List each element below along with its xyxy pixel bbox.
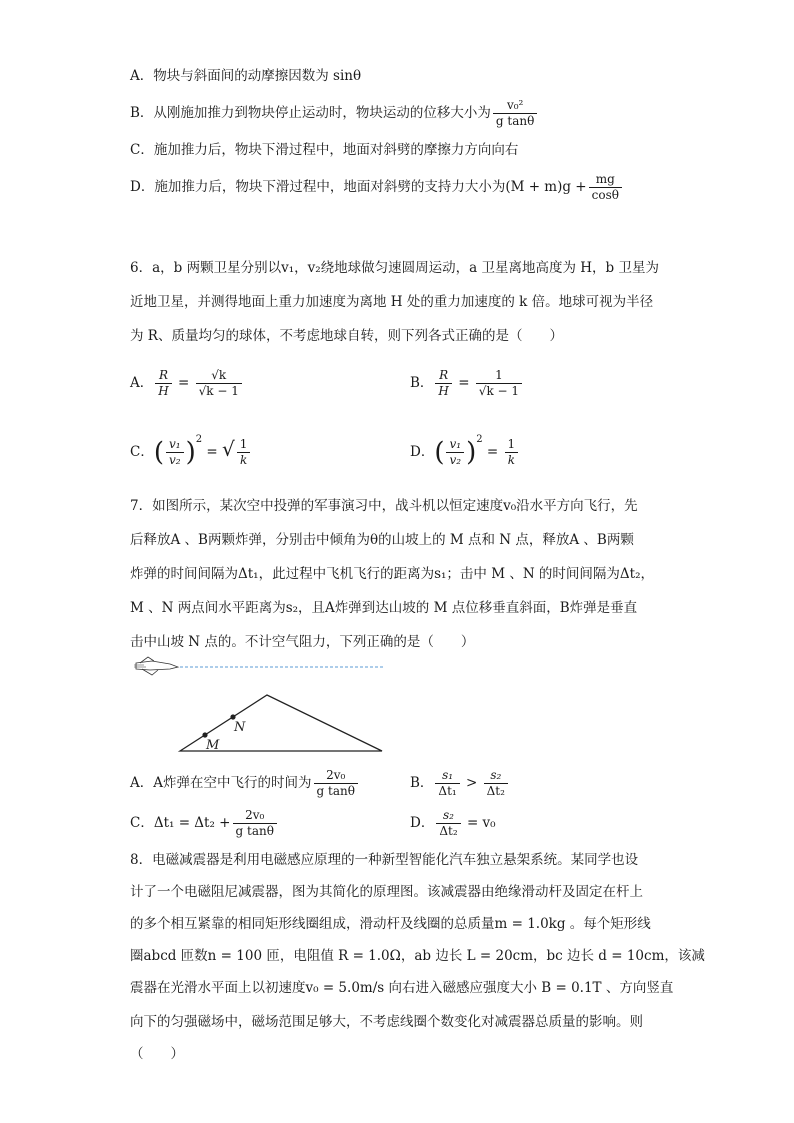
right-paren: ): [466, 437, 477, 468]
q7-option-c-fraction: [233, 808, 277, 839]
fraction-numerator: s₂: [484, 768, 508, 784]
equals-sign: =: [458, 375, 470, 391]
q6-option-b: [410, 368, 524, 399]
q7-figure: [130, 655, 390, 755]
sqrtk-fraction: [196, 368, 242, 399]
q6-option-d: [410, 430, 520, 468]
q8-stem-line-2: 计了一个电磁阻尼减震器，图为其简化的原理图。该减震器由绝缘滑动杆及固定在杆上: [130, 884, 643, 900]
q6-option-c: [130, 430, 252, 468]
fraction-denominator: Δt₂: [439, 824, 458, 838]
equals-sign: =: [178, 375, 190, 391]
q5-option-c: C．施加推力后，物块下滑过程中，地面对斜劈的摩擦力方向向右: [130, 142, 519, 158]
fraction-denominator: √k − 1: [198, 384, 239, 398]
fraction-denominator: H: [438, 384, 449, 398]
q5-option-b-text: B．从刚施加推力到物块停止运动时，物块运动的位移大小为: [130, 105, 491, 121]
one-over-k-fraction: [237, 437, 251, 468]
fraction-denominator: g tanθ: [235, 824, 274, 838]
v1-over-v2-fraction: [446, 437, 464, 468]
point-N: [230, 714, 235, 719]
s2-over-dt2-fraction: [484, 768, 508, 799]
q6-stem-line-1: 6．a，b 两颗卫星分别以v₁，v₂绕地球做匀速圆周运动，a 卫星离地高度为 H，b 卫星为: [130, 260, 659, 276]
q7-option-c: [130, 808, 279, 839]
fraction-numerator: v₁: [446, 437, 464, 453]
q6-stem-line-2: 近地卫星，并测得地面上重力加速度为离地 H 处的重力加速度的 k 倍。地球可视为半径: [130, 294, 654, 310]
one-over-k-fraction: [505, 437, 519, 468]
fraction-numerator: s₁: [435, 768, 459, 784]
q8-stem-line-5: 震器在光滑水平面上以初速度v₀ = 5.0m/s 向右进入磁感应强度大小 B = 0.1T 、方向竖直: [130, 980, 674, 996]
greater-than-sign: >: [466, 775, 478, 791]
q5-option-a: A．物块与斜面间的动摩擦因数为 sinθ: [130, 68, 362, 84]
fraction-denominator: g tanθ: [316, 784, 355, 798]
option-label: D．: [410, 815, 435, 831]
label-M: M: [206, 738, 220, 753]
equals-sign: =: [206, 444, 218, 460]
equals-v0: = v₀: [466, 815, 496, 831]
q7-stem-line-3: 炸弹的时间间隔为Δt₁，此过程中飞机飞行的距离为s₁；击中 M 、N 的时间间隔为Δt₂，: [130, 566, 655, 582]
fraction-denominator: cosθ: [591, 188, 619, 202]
R-over-H-fraction: [435, 368, 451, 399]
fraction-numerator: R: [155, 368, 171, 384]
fraction-denominator: √k − 1: [478, 384, 520, 398]
fraction-denominator: v₂: [449, 453, 462, 467]
q5-option-d: [130, 172, 624, 203]
q8-stem-line-6: 向下的匀强磁场中，磁场范围足够大，不考虑线圈个数变化对减震器总质量的影响。则: [130, 1014, 643, 1030]
q7-option-b: [410, 768, 510, 799]
option-label: B．: [410, 775, 434, 791]
point-M: [202, 732, 207, 737]
fraction-denominator: v₂: [169, 453, 181, 467]
q8-stem-line-3: 的多个相互紧靠的相同矩形线圈组成，滑动杆及线圈的总质量m = 1.0kg 。每个矩形线: [130, 916, 651, 932]
fraction-denominator: k: [239, 453, 248, 467]
exponent: 2: [476, 434, 483, 445]
equals-sign: =: [486, 444, 499, 460]
fraction-denominator: Δt₁: [438, 784, 457, 798]
q7-option-a-fraction: [314, 768, 358, 799]
fraction-numerator: R: [435, 368, 451, 384]
option-label: D．: [410, 444, 435, 460]
option-label: C．: [130, 444, 154, 460]
label-N: N: [234, 720, 246, 735]
q7-option-d: [410, 808, 496, 839]
q8-stem-line-7: （ ）: [130, 1046, 184, 1062]
q7-option-c-text: C．Δt₁ = Δt₂ +: [130, 815, 231, 831]
q5-option-b: [130, 98, 539, 129]
fighter-jet-icon: [134, 657, 178, 675]
q6-stem-line-3: 为 R、质量均匀的球体，不考虑地球自转，则下列各式正确的是（ ）: [130, 328, 563, 344]
option-label: B．: [410, 375, 434, 391]
fraction-denominator: H: [158, 384, 169, 398]
v1-over-v2-fraction: [166, 437, 184, 468]
s1-over-dt1-fraction: [435, 768, 459, 799]
R-over-H-fraction: [155, 368, 171, 399]
sqrt-symbol: √: [222, 437, 235, 461]
fraction-numerator: 1: [505, 437, 519, 453]
fraction-numerator: 1: [476, 368, 522, 384]
q5-option-b-fraction: [493, 98, 537, 129]
q7-stem-line-1: 7．如图所示，某次空中投弹的军事演习中，战斗机以恒定速度v₀沿水平方向飞行，先: [130, 498, 638, 514]
fraction-numerator: v₁: [166, 437, 184, 453]
left-paren: (: [434, 437, 445, 468]
fraction-numerator: mg: [589, 172, 622, 188]
left-paren: (: [153, 437, 164, 468]
right-paren: ): [185, 437, 196, 468]
fraction-numerator: 2v₀: [233, 808, 277, 824]
q8-stem-line-4: 圈abcd 匝数n = 100 匝，电阻值 R = 1.0Ω，ab 边长 L = 20cm，bc 边长 d = 10cm，该减: [130, 948, 705, 964]
one-over-sqrtk1-fraction: [476, 368, 522, 399]
fraction-numerator: 1: [237, 437, 251, 453]
s2-over-dt2-fraction: [436, 808, 460, 839]
q7-stem-line-5: 击中山坡 N 点的。不计空气阻力，下列正确的是（ ）: [130, 634, 475, 650]
fraction-numerator: √k: [196, 368, 242, 384]
q8-stem-line-1: 8．电磁减震器是利用电磁感应原理的一种新型智能化汽车独立悬架系统。某同学也设: [130, 852, 639, 868]
fraction-numerator: 2v₀: [314, 768, 358, 784]
exponent: 2: [195, 434, 203, 445]
q7-option-a: [130, 768, 360, 799]
q6-option-a: [130, 368, 244, 399]
q5-option-d-fraction: [589, 172, 622, 203]
fraction-denominator: Δt₂: [486, 784, 505, 798]
fraction-denominator: g tanθ: [495, 114, 535, 128]
q7-stem-line-2: 后释放A 、B两颗炸弹，分别击中倾角为θ的山坡上的 M 点和 N 点，释放A 、B两颗: [130, 532, 634, 548]
q7-stem-line-4: M 、N 两点间水平距离为s₂，且A炸弹到达山坡的 M 点位移垂直斜面，B炸弹是垂直: [130, 600, 638, 616]
q5-option-d-text: D．施加推力后，物块下滑过程中，地面对斜劈的支持力大小为(M + m)g +: [130, 179, 587, 195]
fraction-numerator: v₀²: [493, 98, 537, 114]
q7-option-a-text: A．A炸弹在空中飞行的时间为: [130, 775, 312, 791]
option-label: A．: [130, 375, 154, 391]
fraction-denominator: k: [507, 453, 515, 467]
fraction-numerator: s₂: [436, 808, 460, 824]
